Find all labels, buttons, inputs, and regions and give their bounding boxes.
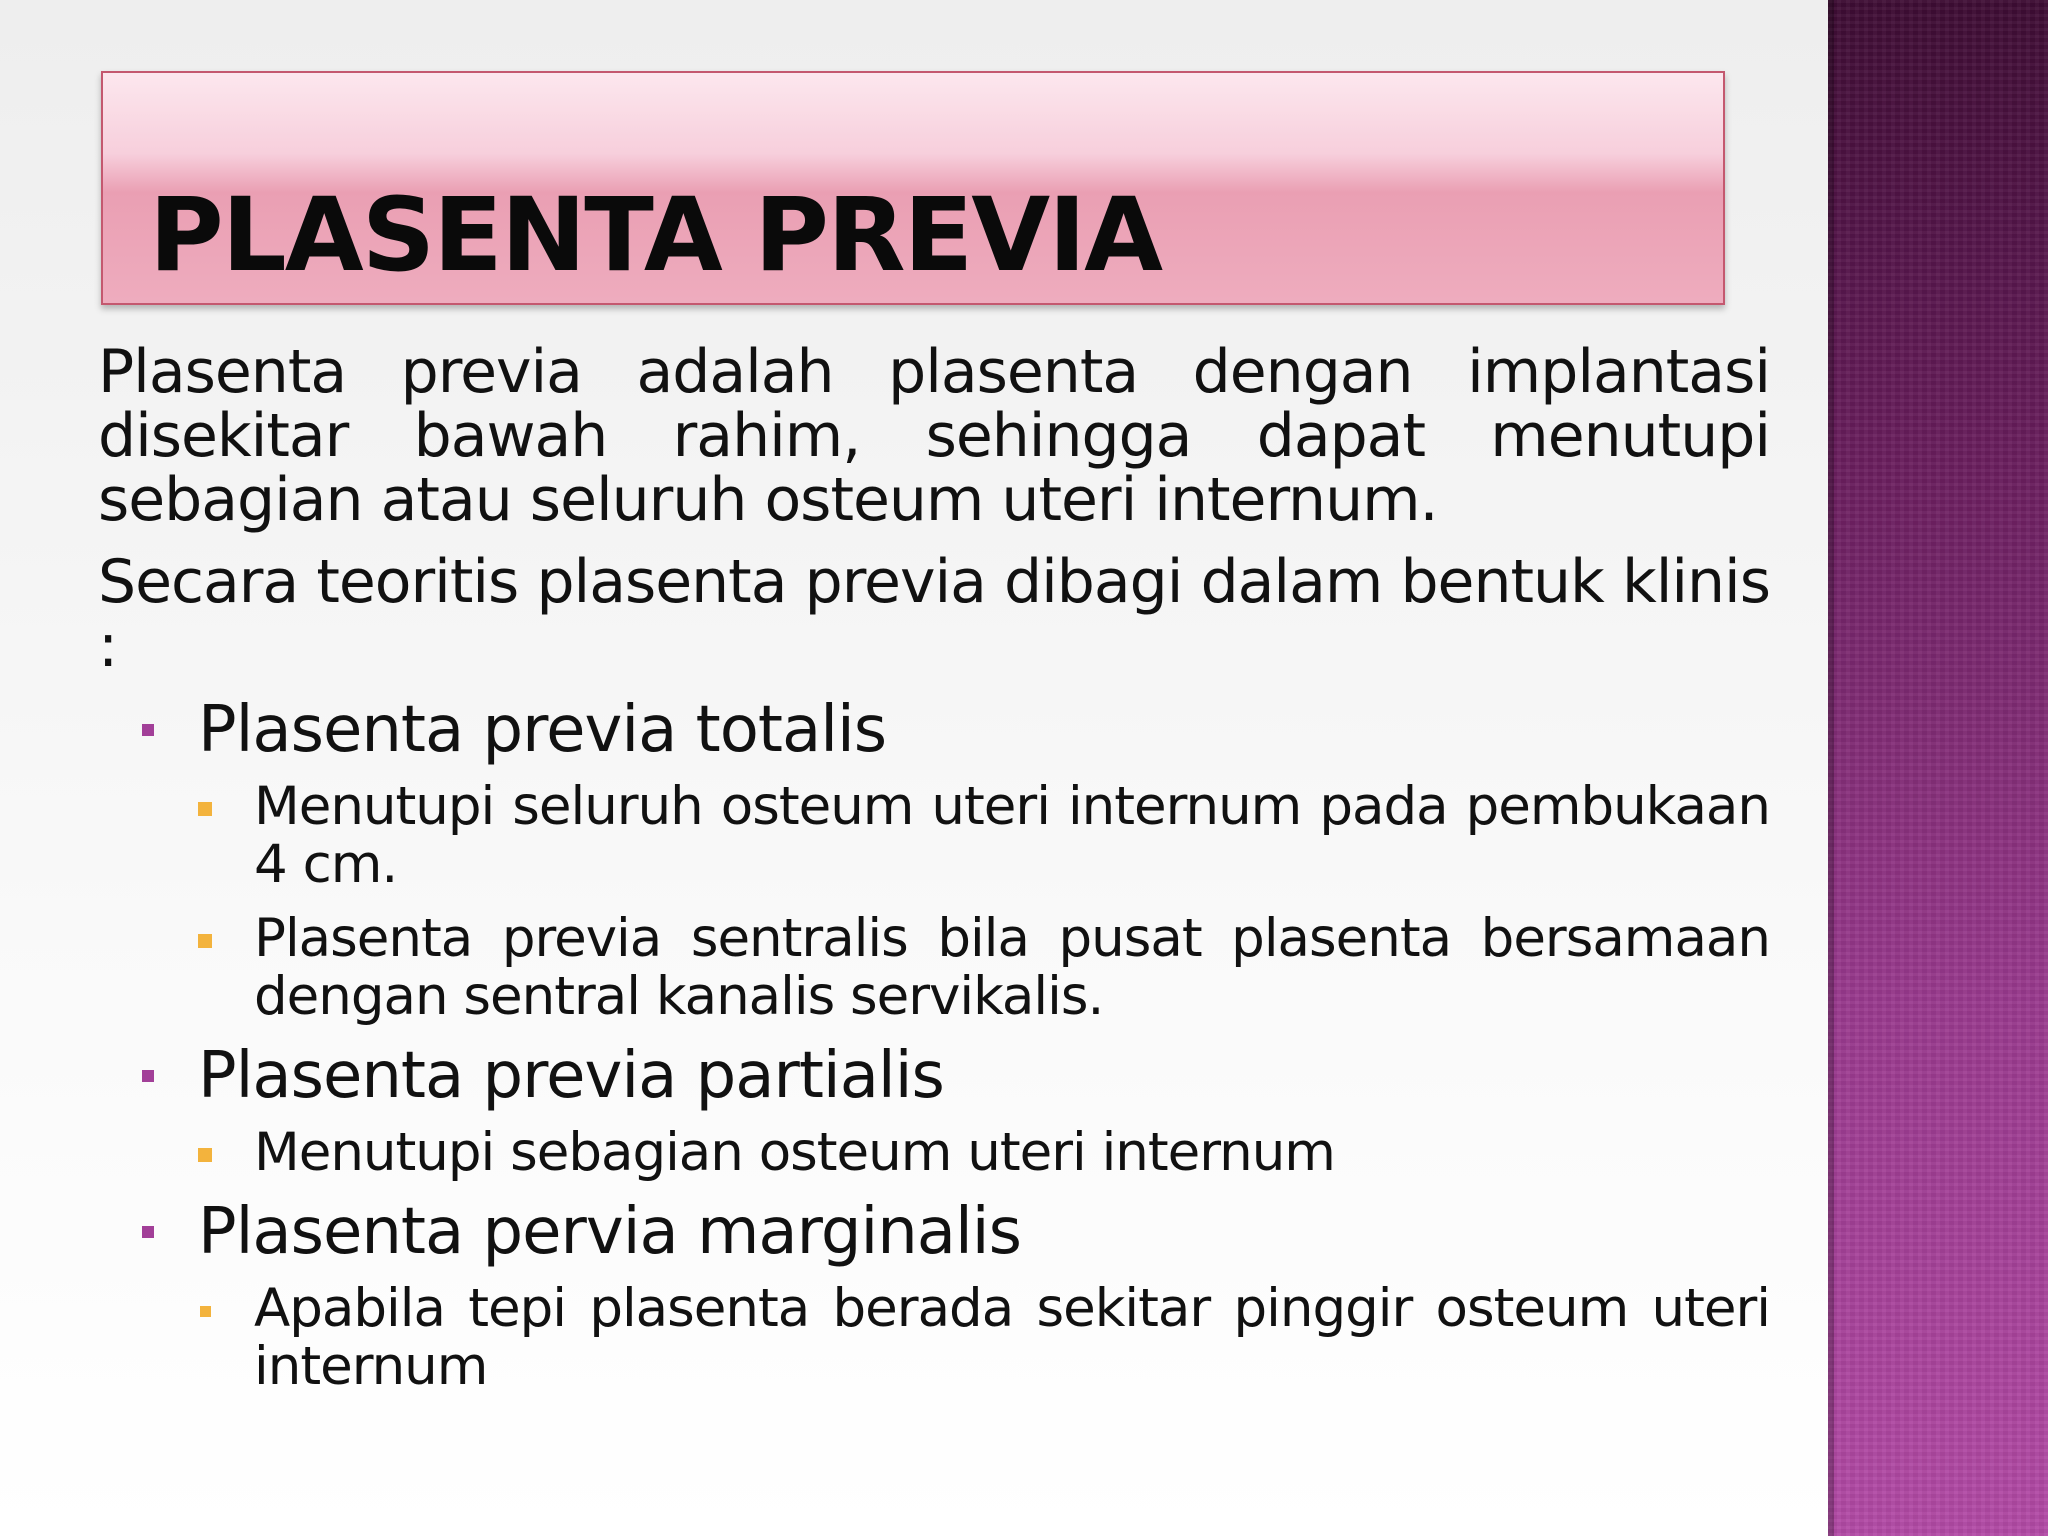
category-item-partialis: [98, 1039, 1770, 1113]
detail-item: [98, 910, 1770, 1026]
square-bullet-icon: [198, 802, 212, 816]
intro-paragraph-classification: Secara teoritis plasenta previa dibagi dalam bentuk klinis :: [98, 547, 1770, 681]
side-panel-edge: [1828, 0, 1834, 1536]
decorative-side-panel: [1828, 0, 2048, 1536]
category-item-marginalis: [98, 1195, 1770, 1269]
intro-paragraph-definition: Plasenta previa adalah plasenta dengan implantasi disekitar bawah rahim, sehingga dapat menutupi sebagian atau seluruh osteum uteri internum.: [98, 337, 1770, 535]
title-banner: [101, 71, 1725, 305]
slide-title: PLASENTA PREVIA: [149, 176, 1162, 295]
side-panel-texture: [1828, 0, 2048, 1536]
category-item-totalis: [98, 693, 1770, 767]
square-bullet-icon: [142, 1226, 154, 1238]
detail-item: [98, 1280, 1770, 1396]
detail-item: [98, 1124, 1770, 1182]
square-bullet-icon: [198, 934, 212, 948]
detail-text: Plasenta previa sentralis bila pusat plasenta bersamaan dengan sentral kanalis servikalis.: [254, 908, 1770, 1027]
square-bullet-icon: [142, 1070, 154, 1082]
slide-content: [98, 337, 1770, 1412]
detail-item: [98, 778, 1770, 894]
detail-text: Apabila tepi plasenta berada sekitar pinggir osteum uteri internum: [254, 1278, 1770, 1397]
square-bullet-icon: [198, 1148, 212, 1162]
category-label: Plasenta pervia marginalis: [198, 1195, 1021, 1269]
category-label: Plasenta previa totalis: [198, 693, 887, 767]
category-label: Plasenta previa partialis: [198, 1039, 944, 1113]
square-bullet-icon: [142, 724, 154, 736]
detail-text: Menutupi seluruh osteum uteri internum pada pembukaan 4 cm.: [254, 776, 1770, 895]
square-bullet-icon: [200, 1306, 211, 1317]
detail-text: Menutupi sebagian osteum uteri internum: [254, 1122, 1335, 1183]
